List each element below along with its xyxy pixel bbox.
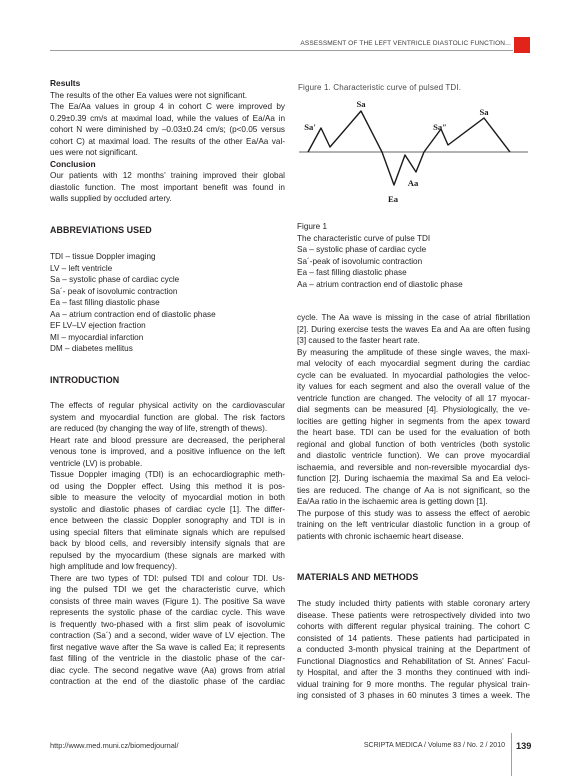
text-line: The study included thirty patients with stable coronary artery: [297, 599, 530, 608]
text-line: and diastolic ventricle function). We can prove myocardial: [297, 451, 530, 460]
text-line: ventricle (LV) is probable.: [50, 458, 143, 468]
tdi-curve-figure: [297, 95, 533, 210]
text-line: Ea/Aa ratio in the ischaemic area is getting down [1].: [297, 497, 488, 506]
text-line: contraction (Sa´) and a second, wider wave of LV ejection. The: [50, 631, 285, 640]
text-line: locities are getting higher in segments from the apex toward: [297, 416, 530, 426]
text-line: Tissue Doppler imaging (TDI) is an echocardiographic meth-: [50, 470, 285, 479]
text-line: high amplitude and low frequency).: [50, 562, 177, 571]
paragraph: [50, 90, 285, 102]
paragraph: [50, 101, 285, 159]
text-line: represents the systolic phase of the cardiac cycle. This wave: [50, 608, 285, 617]
text-line: vidual training for 9 more months. The regular physical train-: [297, 679, 530, 689]
text-line: ence between the classic Doppler sonography and TDI is in: [50, 516, 285, 525]
abbreviation-item: EF LV–LV ejection fraction: [50, 321, 146, 330]
results-section: [50, 78, 285, 205]
abbreviations-list: [50, 251, 285, 355]
wave-label-ea: Ea: [387, 194, 399, 204]
abbreviation-item: Aa – atrium contraction end of diastolic phase: [50, 309, 216, 319]
paragraph: [50, 170, 285, 205]
text-line: function [2]. During ischaemia the maximal Sa and Ea veloci-: [297, 474, 530, 483]
text-line: od using the Doppler effect. Using this method it is pos-: [50, 481, 285, 491]
text-line: ing the pulsed TDI we get the characteristic curve, which: [50, 585, 285, 594]
paragraph: [50, 573, 285, 688]
text-line: consists of three main waves (Figure 1). The positive Sa wave: [50, 596, 285, 606]
text-line: a conducted 3-month physical training at the Department of: [297, 645, 530, 654]
page-number: 139: [516, 741, 532, 751]
abbreviation-item: MI – myocardial infarction: [50, 332, 144, 342]
footer-url: http://www.med.muni.cz/biomedjournal/: [50, 741, 179, 750]
text-line: consisted of 14 patients. These patients had participated in: [297, 633, 530, 643]
paragraph: [297, 347, 530, 508]
text-line: dial segments can be measured [4]. Physiologically, the ve-: [297, 405, 530, 414]
caption-line: Figure 1: [297, 222, 328, 231]
running-title: ASSESSMENT OF THE LEFT VENTRICLE DIASTOLIC FUNCTION...: [300, 40, 511, 47]
text-line: ischaemia, and reversible and non-reversible myocardial dys-: [297, 462, 530, 472]
text-line: regional and global function of both ventricles (both systolic: [297, 439, 530, 449]
text-line: ty Hospital, and after the 3 months they continued with indi-: [297, 668, 530, 677]
introduction-heading: INTRODUCTION: [50, 375, 120, 385]
materials-methods-heading: MATERIALS AND METHODS: [297, 572, 419, 582]
text-line: ing consisted of 3 phases in 60 minutes 3 times a week. The: [297, 691, 530, 700]
text-line: sible to measure the velocity of myocardial motion in both: [50, 493, 285, 502]
text-line: The effects of regular physical activity on the cardiovascular: [50, 401, 285, 410]
text-line: Our patients with 12 months’ training improved their global: [50, 171, 285, 180]
text-line: cycle. The Aa wave is missing in the case of atrial fibrillation: [297, 313, 530, 322]
introduction-continued: [297, 312, 530, 542]
caption-line: Sa – systolic phase of cardiac cycle: [297, 245, 427, 254]
conclusion-heading: Conclusion: [50, 158, 96, 169]
text-line: ity values for each segment and also the overall value of the: [297, 382, 530, 391]
figure-title: Figure 1. Characteristic curve of pulsed TDI.: [298, 83, 462, 92]
text-line: contraction at the end of the diastolic phase of the cardiac: [50, 677, 285, 686]
text-line: the heart base. TDI can be used for the evaluation of both: [297, 428, 530, 437]
text-line: The Ea/Aa values in group 4 in cohort C were improved by: [50, 102, 285, 111]
text-line: system and myocardial function are global. The risk factors: [50, 412, 285, 422]
text-line: using special filters that eliminate signals which are repulsed: [50, 527, 285, 537]
materials-methods-body: [297, 598, 530, 702]
text-line: fast filling of the ventricle in the diastolic phase of the car-: [50, 654, 285, 663]
text-line: is frequently two-phased with a first slim peak of isovolumic: [50, 619, 285, 629]
text-line: By measuring the amplitude of these single waves, the maxi-: [297, 347, 530, 357]
paragraph: [297, 312, 530, 347]
text-line: walls supplied by occluded artery.: [50, 194, 172, 203]
text-line: diac cycle. The second negative wave (Aa) grows from atrial: [50, 665, 285, 675]
abbreviation-item: LV – left ventricle: [50, 263, 113, 273]
text-line: disease. These patients were retrospectively divided into two: [297, 610, 530, 620]
header-accent-square: [514, 37, 530, 53]
paragraph: [50, 435, 285, 470]
wave-label-sa-prime: Sa′: [304, 122, 316, 132]
caption-line: Aa – atrium contraction end of diastolic phase: [297, 279, 463, 289]
abbreviation-item: DM – diabetes mellitus: [50, 344, 133, 353]
caption-line: Sa´-peak of isovolumic contraction: [297, 256, 423, 266]
text-line: The purpose of this study was to assess the effect of aerobic: [297, 508, 530, 518]
caption-line: The characteristic curve of pulse TDI: [297, 233, 431, 243]
text-line: are reduced (by changing the way of life, strength of thews).: [50, 424, 268, 433]
text-line: diastolic function. The most important benefit was found in: [50, 182, 285, 192]
text-line: ties are reduced. The change of Aa is not significant, so the: [297, 485, 530, 495]
paragraph: [297, 508, 530, 543]
wave-label-sa-double-prime: Sa″: [433, 122, 447, 132]
paragraph: [50, 469, 285, 573]
footer-journal-info: SCRIPTA MEDICA / Volume 83 / No. 2 / 2010: [363, 742, 505, 749]
text-line: ventricle function are changed. The velocity of all 17 myocar-: [297, 393, 530, 403]
text-line: repulsed by the myocardium (these signals are marked with: [50, 550, 285, 560]
tdi-waveform: [308, 111, 510, 185]
text-line: cohorts with different regular physical training. The cohort C: [297, 622, 530, 631]
text-line: [2]. During exercise tests the waves Ea and Aa are often fusing: [297, 324, 530, 334]
paragraph: [297, 598, 530, 702]
text-line: Functional Diagnostics and Rehabilitation of St. Annes’ Facul-: [297, 656, 530, 666]
abbreviation-item: Sa – systolic phase of cardiac cycle: [50, 275, 180, 284]
caption-line: Ea – fast filling diastolic phase: [297, 268, 407, 277]
text-line: first negative wave after the Sa wave is called Ea; it represents: [50, 642, 285, 652]
text-line: cycle can be evaluated. In myocardial pathologies the veloc-: [297, 370, 530, 380]
wave-label-sa: Sa: [356, 99, 366, 109]
text-line: The results of the other Ea values were not significant.: [50, 90, 248, 100]
abbreviation-item: Sa´- peak of isovolumic contraction: [50, 286, 178, 296]
text-line: patients with chronic ischaemic heart disease.: [297, 531, 464, 541]
text-line: ues were not significant.: [50, 148, 138, 157]
wave-label-aa: Aa: [407, 178, 419, 188]
text-line: back by blood cells, and reversibly intensify signals that are: [50, 539, 285, 548]
introduction-body: [50, 400, 285, 688]
text-line: cohort N were diminished by –0.03±0.24 cm/s; (p<0.05 versus: [50, 125, 285, 134]
text-line: cohort C) at maximal load. The results of the other Ea/Aa val-: [50, 136, 285, 146]
abbreviation-item: TDI – tissue Doppler imaging: [50, 252, 156, 261]
text-line: 0.29±0.39 cm/s at maximal load, while the values of Ea/Aa in: [50, 113, 285, 123]
text-line: Heart rate and blood pressure are decreased, the peripheral: [50, 435, 285, 445]
text-line: venous tone is improved, and a positive influence on the left: [50, 447, 285, 456]
results-heading: Results: [50, 78, 81, 88]
text-line: There are two types of TDI: pulsed TDI and colour TDI. Us-: [50, 573, 285, 583]
abbreviation-item: Ea – fast filling diastolic phase: [50, 298, 160, 307]
abbreviations-heading: ABBREVIATIONS USED: [50, 225, 152, 235]
text-line: systolic and diastolic phases of cardiac cycle [1]. The differ-: [50, 504, 285, 514]
footer-separator: [511, 733, 512, 776]
figure-caption: [297, 221, 530, 290]
header-rule: [50, 50, 513, 51]
text-line: training on the left ventricular diastolic function in a group of: [297, 520, 530, 529]
text-line: mal velocity of each myocardial segment during the cardiac: [297, 359, 530, 368]
paragraph: [50, 400, 285, 435]
wave-label-sa: Sa: [479, 107, 489, 117]
text-line: [3] caused to the faster heart rate.: [297, 336, 420, 345]
